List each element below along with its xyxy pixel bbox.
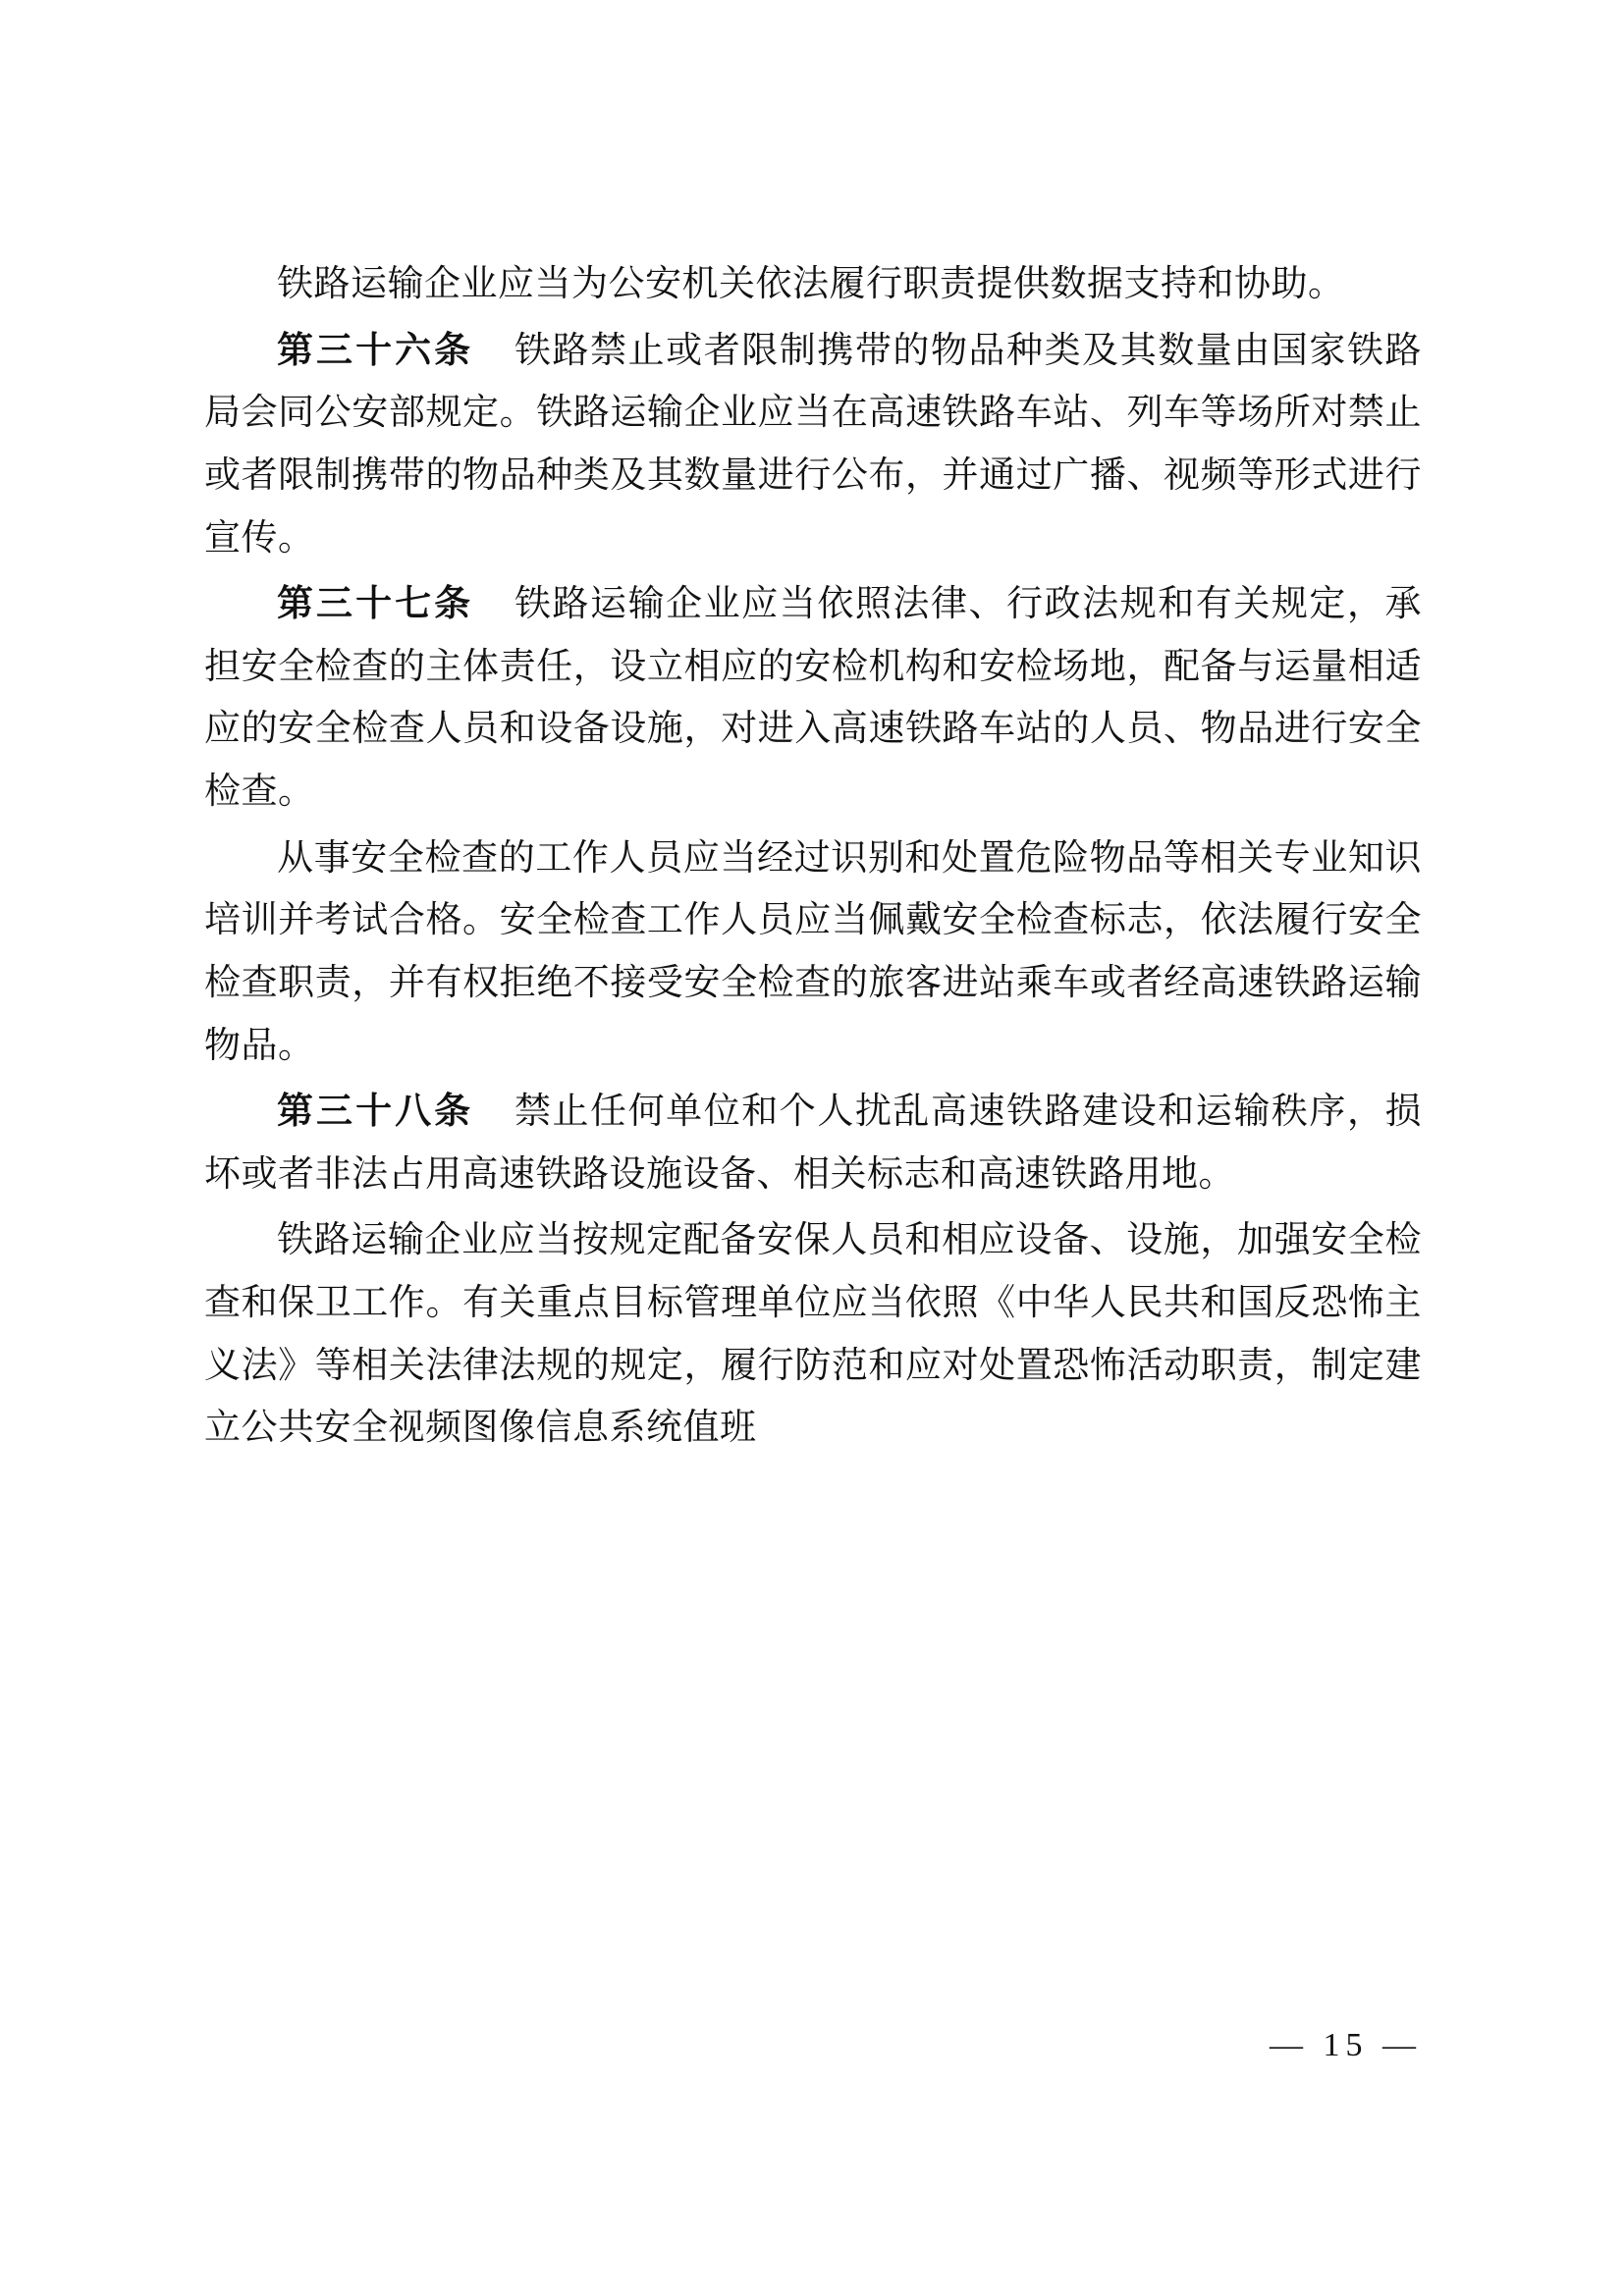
paragraph	[204, 253, 1422, 316]
paragraph-text: 铁路禁止或者限制携带的物品种类及其数量由国家铁路局会同公安部规定。铁路运输企业应当在高速铁路车站、列车等场所对禁止或者限制携带的物品种类及其数量进行公布，并通过广播、视频等形式进行宣传。	[204, 330, 1423, 559]
paragraph-text: 铁路运输企业应当为公安机关依法履行职责提供数据支持和协助。	[277, 264, 1345, 304]
article-label: 第三十六条	[277, 330, 474, 371]
paragraph	[204, 320, 1422, 570]
paragraph	[204, 1081, 1422, 1205]
paragraph	[204, 573, 1422, 824]
paragraph-text: 禁止任何单位和个人扰乱高速铁路建设和运输秩序，损坏或者非法占用高速铁路设施设备、相关标志和高速铁路用地。	[204, 1092, 1423, 1195]
paragraph-text: 从事安全检查的工作人员应当经过识别和处置危险物品等相关专业知识培训并考试合格。安全检查工作人员应当佩戴安全检查标志，依法履行安全检查职责，并有权拒绝不接受安全检查的旅客进站乘车或者经高速铁路运输物品。	[204, 837, 1422, 1066]
paragraph	[204, 1209, 1422, 1460]
page-number: — 15 —	[1270, 2027, 1422, 2063]
article-label: 第三十八条	[277, 1092, 474, 1133]
article-label: 第三十七条	[277, 584, 474, 625]
paragraph-text: 铁路运输企业应当按规定配备安保人员和相应设备、设施，加强安全检查和保卫工作。有关重点目标管理单位应当依照《中华人民共和国反恐怖主义法》等相关法律法规的规定，履行防范和应对处置恐怖活动职责，制定建立公共安全视频图像信息系统值班	[204, 1220, 1422, 1449]
paragraph-text: 铁路运输企业应当依照法律、行政法规和有关规定，承担安全检查的主体责任，设立相应的安检机构和安检场地，配备与运量相适应的安全检查人员和设备设施，对进入高速铁路车站的人员、物品进行安全检查。	[204, 584, 1423, 812]
paragraph	[204, 828, 1422, 1078]
page-body	[204, 253, 1422, 1464]
